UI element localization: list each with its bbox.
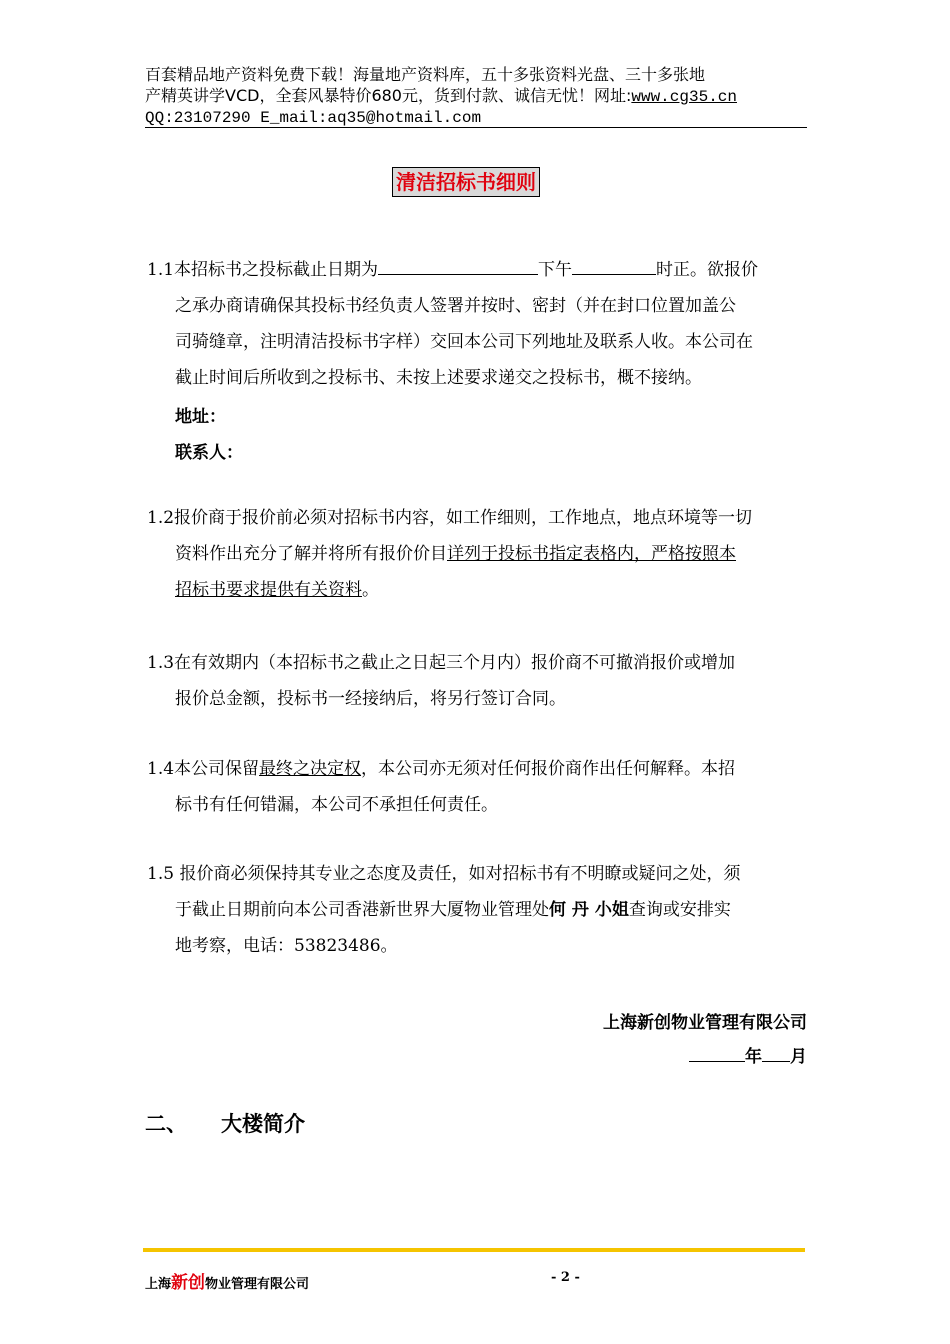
clause-1-1-line-3: 司骑缝章，注明清洁投标书字样）交回本公司下列地址及联系人收。本公司在: [175, 332, 753, 352]
page-header: [145, 64, 807, 129]
clause-1-5-line-2: 于截止日期前向本公司香港新世界大厦物业管理处何 丹 小姐查询或安排实: [175, 900, 731, 920]
clause-1-5-line-1: 1.5 报价商必须保持其专业之态度及责任，如对招标书有不明瞭或疑问之处，须: [147, 864, 741, 884]
section-2-heading: 二、 大楼简介: [145, 1112, 305, 1136]
month-blank: [762, 1043, 790, 1062]
clause-1-4-line-2: 标书有任何错漏，本公司不承担任何责任。: [175, 795, 498, 815]
clause-1-5-line-3: 地考察，电话：53823486。: [175, 936, 398, 956]
clause-1-4: [147, 751, 809, 823]
clause-1-5: [147, 856, 809, 964]
year-blank: [689, 1043, 745, 1062]
page-number: - 2 -: [551, 1270, 580, 1285]
clause-1-2: [147, 500, 809, 608]
clause-1-3-line-2: 报价总金额，投标书一经接纳后，将另行签订合同。: [175, 689, 566, 709]
clause-1-2-line-3: 招标书要求提供有关资料。: [175, 580, 379, 600]
clause-1-2-line-2: 资料作出充分了解并将所有报价价目详列于投标书指定表格内，严格按照本: [175, 544, 736, 564]
clause-1-4-line-1: 1.4本公司保留最终之决定权，本公司亦无须对任何报价商作出任何解释。本招: [147, 759, 736, 779]
clause-1-3-line-1: 1.3在有效期内（本招标书之截止之日起三个月内）报价商不可撤消报价或增加: [147, 653, 736, 673]
clause-1-3: [147, 645, 809, 717]
clause-1-1: [147, 252, 809, 396]
clause-1-1-line-4: 截止时间后所收到之投标书、未按上述要求递交之投标书，概不接纳。: [175, 368, 702, 388]
contact-label: 联系人：: [175, 443, 243, 463]
footer-logo-text: 新创: [171, 1273, 206, 1293]
document-title: 清洁招标书细则: [392, 167, 540, 197]
footer-divider: [143, 1248, 805, 1252]
header-line-2-text: 产精英讲学VCD，全套风暴特价680元，货到付款、诚信无忧！网址:: [145, 86, 632, 105]
header-line-3: QQ:23107290 E_mail:aq35@hotmail.com: [145, 109, 482, 127]
address-label: 地址：: [175, 407, 226, 427]
contact-person-name: 何 丹 小姐: [549, 900, 629, 920]
clause-1-1-line-1: 1.1本招标书之投标截止日期为 下午 时正。欲报价: [147, 252, 809, 288]
signature-date: 年 月: [689, 1042, 807, 1067]
signature-company: 上海新创物业管理有限公司: [603, 1013, 807, 1033]
deadline-time-blank: [572, 256, 656, 275]
footer-company: 上海新创物业管理有限公司: [145, 1273, 310, 1293]
website-link[interactable]: www.cg35.cn: [631, 88, 737, 106]
header-line-1: 百套精品地产资料免费下载！海量地产资料库，五十多张资料光盘、三十多张地: [145, 65, 706, 84]
clause-1-1-line-2: 之承办商请确保其投标书经负责人签署并按时、密封（并在封口位置加盖公: [175, 296, 736, 316]
header-divider: [145, 127, 807, 128]
header-line-2: [145, 85, 807, 108]
deadline-date-blank: [378, 256, 538, 275]
clause-1-2-line-1: 1.2报价商于报价前必须对招标书内容，如工作细则，工作地点，地点环境等一切: [147, 508, 753, 528]
